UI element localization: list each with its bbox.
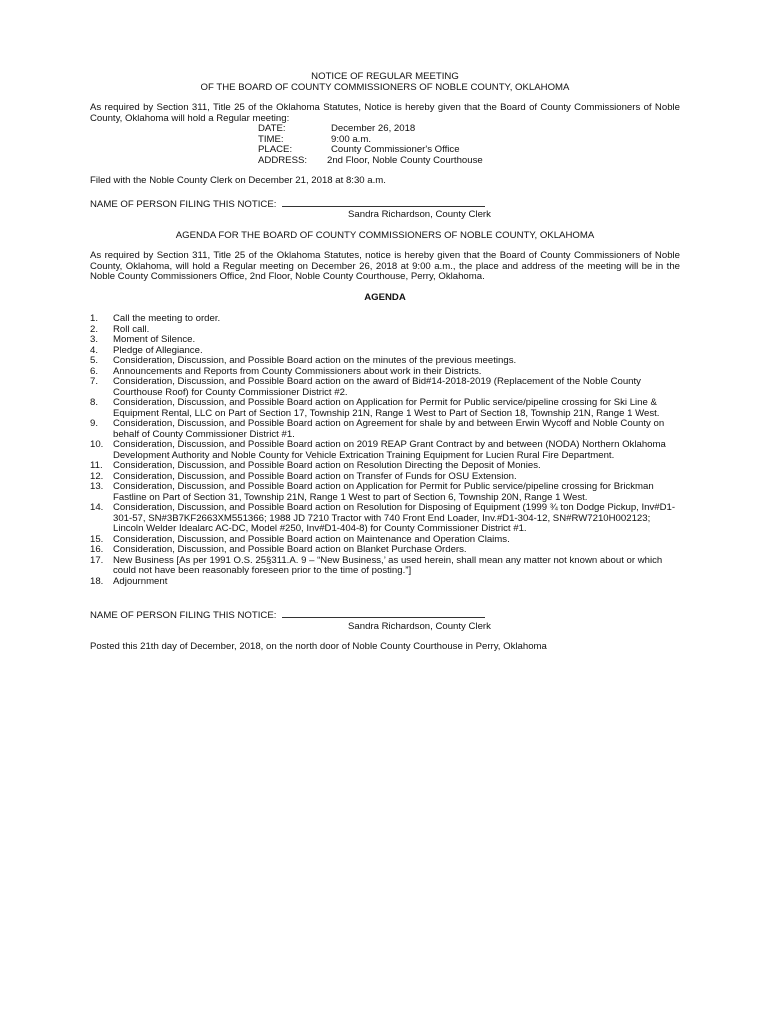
filer-name: Sandra Richardson, County Clerk [348,620,491,632]
agenda-item-text: Consideration, Discussion, and Possible Board action on Resolution Directing the Deposit of Monies. [113,460,541,471]
meeting-place-row [258,145,680,156]
agenda-item-number: 1. [90,313,99,324]
agenda-title: AGENDA FOR THE BOARD OF COUNTY COMMISSIONERS OF NOBLE COUNTY, OKLAHOMA [175,229,595,241]
posted-statement: Posted this 21th day of December, 2018, on the north door of Noble County Courthouse in Perry, Oklahoma [90,641,547,652]
agenda-item-text: Call the meeting to order. [113,313,221,324]
agenda-item-number: 16. [90,544,104,555]
place-value: County Commissioner's Office [331,144,460,155]
document-page [90,72,680,653]
date-label: DATE: [258,123,286,134]
meeting-date-row [258,124,680,135]
place-label: PLACE: [258,144,293,155]
agenda-item [90,356,680,367]
agenda-item-number: 14. [90,502,104,513]
agenda-item-text: New Business [As per 1991 O.S. 25§311.A. 9 – “New Business,’ as used herein, shall mean any matter not known about or which could not have been reasonably foreseen prior to the time of posting.”] [113,554,663,576]
agenda-item-number: 13. [90,481,104,492]
agenda-item-text: Consideration, Discussion, and Possible Board action on the award of Bid#14-2018-2019 (Replacement of the Noble County Courthouse Roof) for County Commissioner District #2. [113,376,641,398]
agenda-item [90,314,680,325]
agenda-item-text: Pledge of Allegiance. [113,344,203,356]
meeting-details [258,124,680,166]
agenda-item-text: Consideration, Discussion, and Possible Board action on 2019 REAP Grant Contract by and between (NODA) Northern Oklahoma Development Authority and Noble County for Vehicle Extrication Training Equipment for Lucien Rural Fire Department. [113,439,666,461]
footer-filer-line [90,608,680,622]
agenda-item-number: 2. [90,323,99,335]
agenda-item [90,398,680,419]
signature-line [282,197,485,207]
date-value: December 26, 2018 [331,123,416,134]
agenda-item-number: 8. [90,397,99,408]
time-value: 9:00 a.m. [331,133,371,145]
agenda-item-number: 9. [90,418,99,429]
agenda-item-number: 11. [90,460,103,471]
agenda-item-number: 12. [90,470,104,482]
agenda-item-text: Roll call. [113,323,150,335]
agenda-item [90,419,680,440]
agenda-item [90,461,680,472]
agenda-item-number: 18. [90,575,104,587]
agenda-item-text: Announcements and Reports from County Commissioners about work in their Districts. [113,365,482,377]
filer-label: NAME OF PERSON FILING THIS NOTICE: [90,198,277,210]
agenda-item [90,440,680,461]
filed-statement: Filed with the Noble County Clerk on December 21, 2018 at 8:30 a.m. [90,175,386,186]
agenda-item [90,377,680,398]
address-value: 2nd Floor, Noble County Courthouse [327,154,483,166]
agenda-item-text: Consideration, Discussion, and Possible Board action on Maintenance and Operation Claims. [113,533,510,545]
meeting-address-row [258,156,680,167]
agenda-intro: As required by Section 311, Title 25 of the Oklahoma Statutes, notice is hereby given that the Board of County Commissioners of Noble County, Oklahoma, will hold a Regular meeting on December 26, 2018 at 9:00 a.m., the place and address of the meeting will be in the Noble County Commissioners Office, 2nd Floor, Noble County Courthouse, Perry, Oklahoma. [90,250,680,282]
agenda-item-number: 4. [90,344,99,356]
notice-filer-line [90,197,680,211]
time-label: TIME: [258,133,284,145]
agenda-item-number: 10. [90,439,104,450]
notice-intro: As required by Section 311, Title 25 of the Oklahoma Statutes, Notice is hereby given that the Board of County Commissioners of Noble County, Oklahoma will hold a Regular meeting: [90,102,680,124]
agenda-item-text: Consideration, Discussion, and Possible Board action on Agreement for shale by and between Erwin Wycoff and Noble County on behalf of County Commissioner District #1. [113,418,665,440]
meeting-time-row [258,135,680,146]
agenda-item-number: 5. [90,355,99,366]
agenda-item-number: 3. [90,334,99,345]
agenda-item [90,556,680,577]
agenda-list [90,314,680,587]
agenda-item-number: 17. [90,554,104,566]
agenda-item [90,577,680,588]
agenda-item-text: Consideration, Discussion, and Possible Board action on the minutes of the previous meetings. [113,355,517,366]
agenda-item-text: Consideration, Discussion, and Possible Board action on Application for Permit for Public service/pipeline crossing for Brickman Fastline on Part of Section 31, Township 21N, Range 1 West to part of Section 6, Township 20N, Range 1 West. [113,481,654,503]
agenda-item-text: Consideration, Discussion, and Possible Board action on Transfer of Funds for OSU Extension. [113,470,517,482]
agenda-item-text: Moment of Silence. [113,334,196,345]
agenda-item [90,335,680,346]
agenda-heading: AGENDA [364,291,406,303]
agenda-item-number: 15. [90,533,104,545]
agenda-item [90,482,680,503]
agenda-item-number: 7. [90,376,99,387]
filer-name: Sandra Richardson, County Clerk [348,209,491,220]
agenda-item-text: Consideration, Discussion, and Possible Board action on Application for Permit for Public service/pipeline crossing for Ski Line & Equipment Rental, LLC on Part of Section 17, Township 21N, Range 1 West to Part of Section 18, Township 21N, Range 1 West. [113,397,660,419]
agenda-item [90,545,680,556]
filer-label: NAME OF PERSON FILING THIS NOTICE: [90,610,277,621]
agenda-item-text: Adjournment [113,575,168,587]
agenda-item-text: Consideration, Discussion, and Possible Board action on Resolution for Disposing of Equipment (1999 ¾ ton Dodge Pickup, Inv#D1-301-57, SN#3B7KF2663XM551366; 1988 JD 7210 Tractor with 740 Front End Loader, Inv.#D1-304-12, SN#RW7210H002123; Lincoln Welder Idealarc AC-DC, Model #250, Inv#D1-404-8) for County Commissioner District #1. [113,502,676,534]
agenda-item-number: 6. [90,365,99,377]
signature-line [282,608,485,618]
address-label: ADDRESS: [258,154,308,166]
notice-title-line1: NOTICE OF REGULAR MEETING [311,71,459,82]
agenda-item [90,503,680,535]
notice-title-line2: OF THE BOARD OF COUNTY COMMISSIONERS OF NOBLE COUNTY, OKLAHOMA [200,81,570,93]
agenda-item-text: Consideration, Discussion, and Possible Board action on Blanket Purchase Orders. [113,544,467,555]
